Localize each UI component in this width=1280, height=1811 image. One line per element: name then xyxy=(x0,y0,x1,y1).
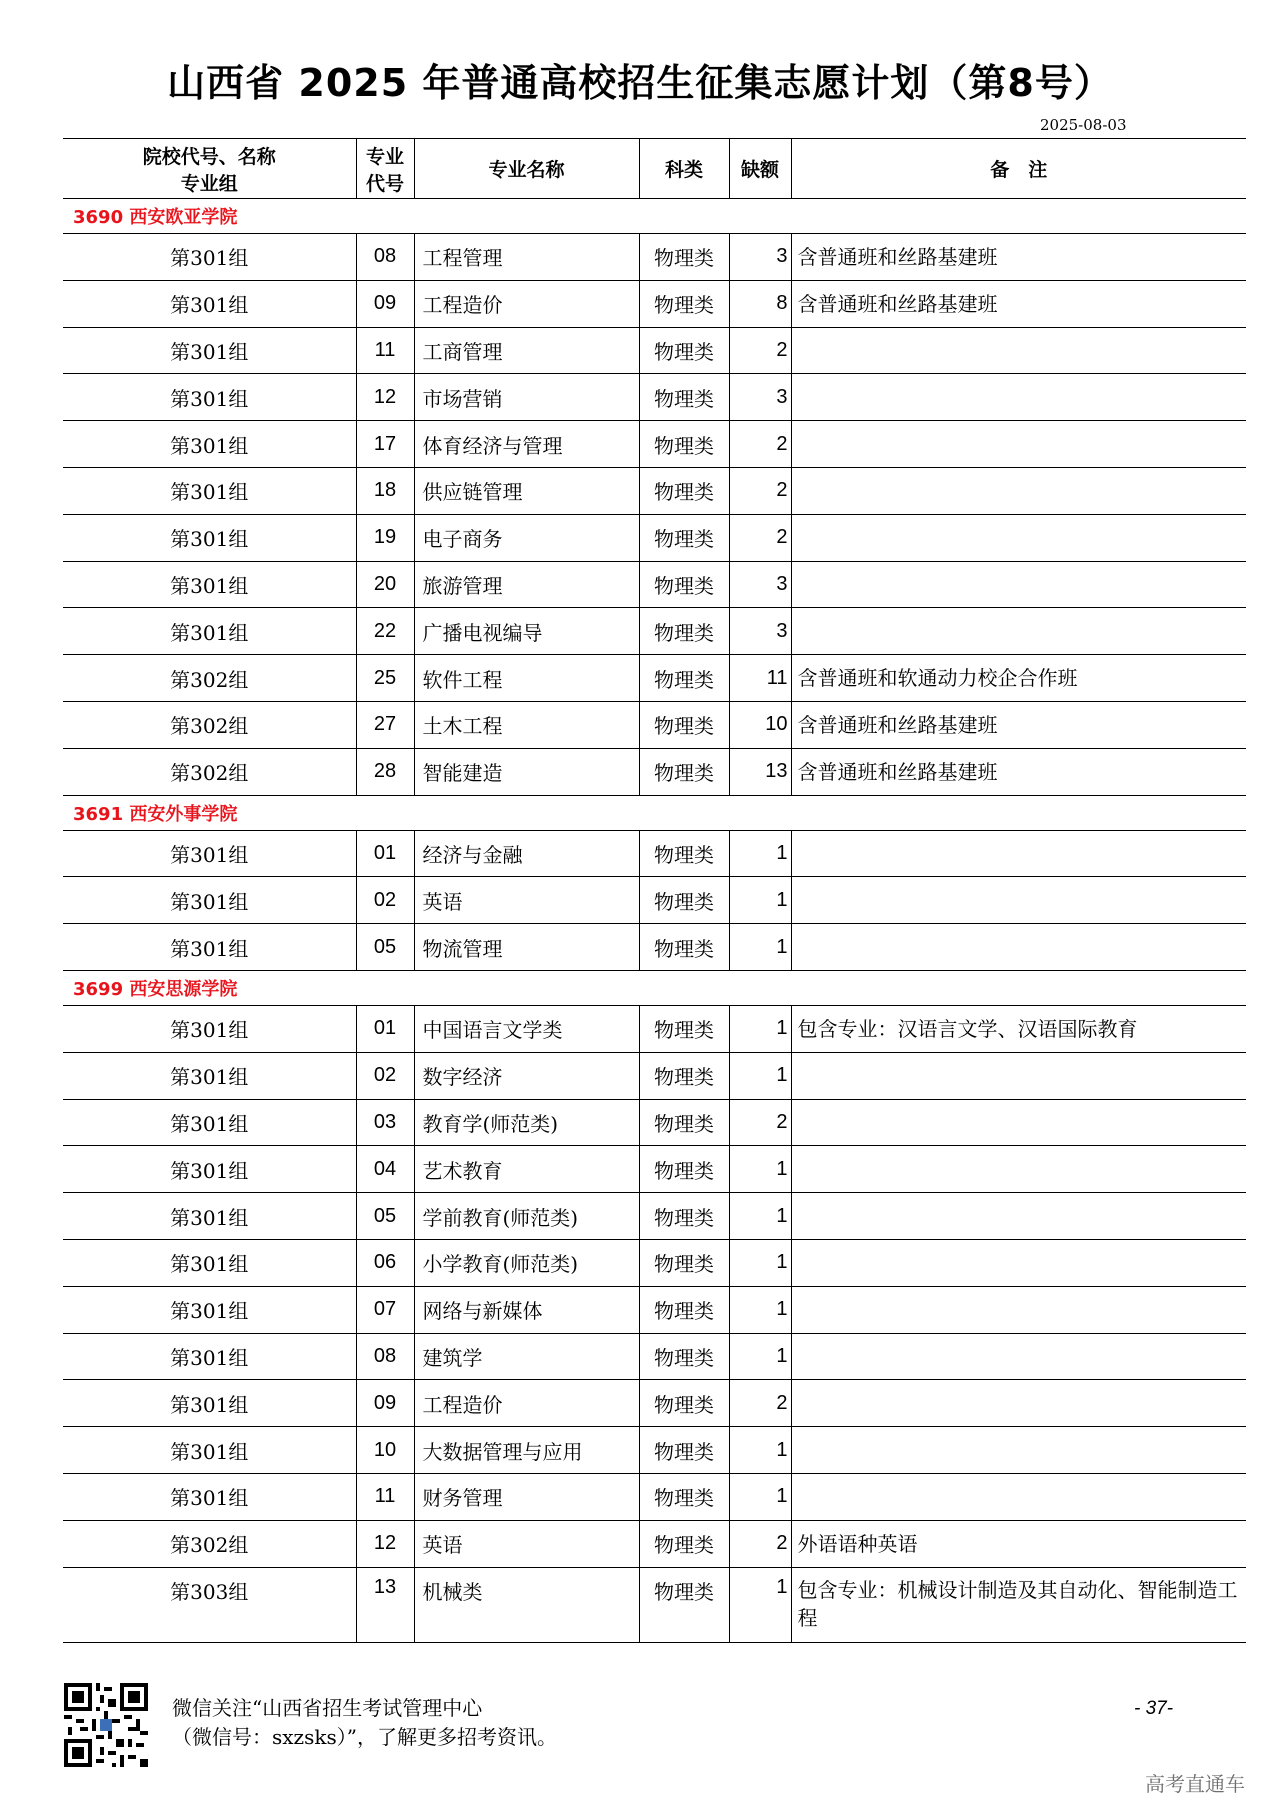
subject-cell: 物理类 xyxy=(639,1146,729,1193)
note-cell: 外语语种英语 xyxy=(791,1520,1246,1567)
table-row xyxy=(63,1052,1246,1099)
major-cell: 广播电视编导 xyxy=(414,608,639,655)
subject-cell: 物理类 xyxy=(639,421,729,468)
group-cell: 第301组 xyxy=(63,608,356,655)
subject-cell: 物理类 xyxy=(639,467,729,514)
quota-cell: 2 xyxy=(729,514,791,561)
group-cell: 第301组 xyxy=(63,327,356,374)
group-cell: 第301组 xyxy=(63,561,356,608)
quota-cell: 1 xyxy=(729,1052,791,1099)
note-cell xyxy=(791,1146,1246,1193)
code-cell: 13 xyxy=(356,1567,414,1642)
major-cell: 体育经济与管理 xyxy=(414,421,639,468)
major-cell: 经济与金融 xyxy=(414,830,639,877)
quota-cell: 1 xyxy=(729,877,791,924)
note-cell xyxy=(791,1427,1246,1474)
code-cell: 08 xyxy=(356,234,414,281)
major-cell: 土木工程 xyxy=(414,701,639,748)
publish-date: 2025-08-03 xyxy=(1040,116,1127,134)
group-cell: 第301组 xyxy=(63,421,356,468)
table-row xyxy=(63,467,1246,514)
table-row xyxy=(63,561,1246,608)
table-row xyxy=(63,234,1246,281)
group-cell: 第301组 xyxy=(63,1427,356,1474)
code-cell: 11 xyxy=(356,327,414,374)
school-title: 3691 西安外事学院 xyxy=(63,795,1246,830)
code-cell: 20 xyxy=(356,561,414,608)
note-cell xyxy=(791,924,1246,971)
code-cell: 12 xyxy=(356,374,414,421)
group-cell: 第302组 xyxy=(63,655,356,702)
code-cell: 08 xyxy=(356,1333,414,1380)
major-cell: 旅游管理 xyxy=(414,561,639,608)
table-row xyxy=(63,1520,1246,1567)
code-cell: 01 xyxy=(356,830,414,877)
group-cell: 第301组 xyxy=(63,877,356,924)
subject-cell: 物理类 xyxy=(639,1427,729,1474)
subject-cell: 物理类 xyxy=(639,748,729,795)
quota-cell: 2 xyxy=(729,1099,791,1146)
note-cell xyxy=(791,1099,1246,1146)
code-cell: 11 xyxy=(356,1473,414,1520)
major-cell: 机械类 xyxy=(414,1567,639,1642)
major-cell: 中国语言文学类 xyxy=(414,1005,639,1052)
group-cell: 第301组 xyxy=(63,234,356,281)
table-body xyxy=(63,199,1246,1643)
note-cell: 含普通班和丝路基建班 xyxy=(791,280,1246,327)
note-cell xyxy=(791,327,1246,374)
subject-cell: 物理类 xyxy=(639,1099,729,1146)
note-cell xyxy=(791,467,1246,514)
quota-cell: 1 xyxy=(729,1146,791,1193)
table-row xyxy=(63,514,1246,561)
quota-cell: 1 xyxy=(729,1473,791,1520)
subject-cell: 物理类 xyxy=(639,1193,729,1240)
table-row xyxy=(63,1005,1246,1052)
subject-cell: 物理类 xyxy=(639,877,729,924)
qr-code-icon xyxy=(64,1683,148,1767)
note-cell xyxy=(791,514,1246,561)
table-row xyxy=(63,421,1246,468)
group-cell: 第301组 xyxy=(63,280,356,327)
major-cell: 工程造价 xyxy=(414,280,639,327)
quota-cell: 1 xyxy=(729,1567,791,1642)
code-cell: 27 xyxy=(356,701,414,748)
subject-cell: 物理类 xyxy=(639,1286,729,1333)
code-cell: 06 xyxy=(356,1239,414,1286)
note-cell xyxy=(791,1473,1246,1520)
table-row xyxy=(63,877,1246,924)
table-row xyxy=(63,655,1246,702)
note-cell xyxy=(791,608,1246,655)
subject-cell: 物理类 xyxy=(639,1473,729,1520)
code-cell: 07 xyxy=(356,1286,414,1333)
group-cell: 第301组 xyxy=(63,467,356,514)
quota-cell: 1 xyxy=(729,1239,791,1286)
note-cell: 含普通班和丝路基建班 xyxy=(791,748,1246,795)
quota-cell: 1 xyxy=(729,1427,791,1474)
major-cell: 物流管理 xyxy=(414,924,639,971)
subject-cell: 物理类 xyxy=(639,561,729,608)
code-cell: 09 xyxy=(356,280,414,327)
major-cell: 工商管理 xyxy=(414,327,639,374)
subject-cell: 物理类 xyxy=(639,1567,729,1642)
subject-cell: 物理类 xyxy=(639,1005,729,1052)
group-cell: 第301组 xyxy=(63,830,356,877)
major-cell: 教育学(师范类) xyxy=(414,1099,639,1146)
quota-cell: 3 xyxy=(729,234,791,281)
quota-cell: 8 xyxy=(729,280,791,327)
quota-cell: 13 xyxy=(729,748,791,795)
code-cell: 12 xyxy=(356,1520,414,1567)
subject-cell: 物理类 xyxy=(639,1520,729,1567)
code-cell: 22 xyxy=(356,608,414,655)
group-cell: 第303组 xyxy=(63,1567,356,1642)
quota-cell: 2 xyxy=(729,467,791,514)
code-cell: 10 xyxy=(356,1427,414,1474)
note-cell xyxy=(791,877,1246,924)
note-cell xyxy=(791,830,1246,877)
quota-cell: 3 xyxy=(729,608,791,655)
header-note: 备 注 xyxy=(791,139,1246,199)
group-cell: 第302组 xyxy=(63,701,356,748)
subject-cell: 物理类 xyxy=(639,608,729,655)
group-cell: 第301组 xyxy=(63,924,356,971)
table-row xyxy=(63,924,1246,971)
group-cell: 第301组 xyxy=(63,1099,356,1146)
code-cell: 02 xyxy=(356,1052,414,1099)
group-cell: 第301组 xyxy=(63,1005,356,1052)
note-cell xyxy=(791,374,1246,421)
group-cell: 第301组 xyxy=(63,1333,356,1380)
section-row xyxy=(63,795,1246,830)
code-cell: 03 xyxy=(356,1099,414,1146)
group-cell: 第301组 xyxy=(63,1052,356,1099)
header-school-line2: 专业组 xyxy=(180,172,238,195)
quota-cell: 1 xyxy=(729,1193,791,1240)
subject-cell: 物理类 xyxy=(639,327,729,374)
major-cell: 英语 xyxy=(414,877,639,924)
major-cell: 软件工程 xyxy=(414,655,639,702)
header-school xyxy=(63,139,356,199)
note-cell: 包含专业：机械设计制造及其自动化、智能制造工程 xyxy=(791,1567,1246,1642)
major-cell: 艺术教育 xyxy=(414,1146,639,1193)
major-cell: 工程造价 xyxy=(414,1380,639,1427)
footer-wechat-note xyxy=(172,1694,557,1752)
subject-cell: 物理类 xyxy=(639,830,729,877)
major-cell: 学前教育(师范类) xyxy=(414,1193,639,1240)
page-title: 山西省 2025 年普通高校招生征集志愿计划（第8号） xyxy=(167,61,1113,105)
code-cell: 17 xyxy=(356,421,414,468)
major-cell: 工程管理 xyxy=(414,234,639,281)
quota-cell: 1 xyxy=(729,924,791,971)
footer-line1: 微信关注“山西省招生考试管理中心 xyxy=(172,1696,483,1720)
subject-cell: 物理类 xyxy=(639,924,729,971)
table-row xyxy=(63,1286,1246,1333)
subject-cell: 物理类 xyxy=(639,1380,729,1427)
subject-cell: 物理类 xyxy=(639,701,729,748)
note-cell: 含普通班和丝路基建班 xyxy=(791,234,1246,281)
note-cell xyxy=(791,1286,1246,1333)
table-row xyxy=(63,1146,1246,1193)
subject-cell: 物理类 xyxy=(639,280,729,327)
note-cell xyxy=(791,1052,1246,1099)
subject-cell: 物理类 xyxy=(639,1239,729,1286)
table-row xyxy=(63,1473,1246,1520)
subject-cell: 物理类 xyxy=(639,655,729,702)
table-header-row xyxy=(63,139,1246,199)
code-cell: 25 xyxy=(356,655,414,702)
table-row xyxy=(63,748,1246,795)
group-cell: 第301组 xyxy=(63,1239,356,1286)
major-cell: 供应链管理 xyxy=(414,467,639,514)
code-cell: 05 xyxy=(356,1193,414,1240)
plan-table xyxy=(63,138,1246,1643)
code-cell: 09 xyxy=(356,1380,414,1427)
section-row xyxy=(63,970,1246,1005)
code-cell: 02 xyxy=(356,877,414,924)
major-cell: 电子商务 xyxy=(414,514,639,561)
table-row xyxy=(63,1193,1246,1240)
subject-cell: 物理类 xyxy=(639,514,729,561)
major-cell: 大数据管理与应用 xyxy=(414,1427,639,1474)
page-number: - 37- xyxy=(1134,1698,1174,1719)
header-quota: 缺额 xyxy=(729,139,791,199)
subject-cell: 物理类 xyxy=(639,374,729,421)
table-row xyxy=(63,1333,1246,1380)
quota-cell: 1 xyxy=(729,830,791,877)
group-cell: 第301组 xyxy=(63,1473,356,1520)
header-code xyxy=(356,139,414,199)
code-cell: 28 xyxy=(356,748,414,795)
subject-cell: 物理类 xyxy=(639,1052,729,1099)
school-title: 3699 西安思源学院 xyxy=(63,970,1246,1005)
quota-cell: 1 xyxy=(729,1005,791,1052)
quota-cell: 10 xyxy=(729,701,791,748)
quota-cell: 2 xyxy=(729,1380,791,1427)
major-cell: 财务管理 xyxy=(414,1473,639,1520)
table-row xyxy=(63,1239,1246,1286)
footer-line2: （微信号：sxzsks）”，了解更多招考资讯。 xyxy=(172,1725,557,1749)
quota-cell: 1 xyxy=(729,1333,791,1380)
note-cell xyxy=(791,1380,1246,1427)
major-cell: 市场营销 xyxy=(414,374,639,421)
code-cell: 18 xyxy=(356,467,414,514)
group-cell: 第301组 xyxy=(63,1380,356,1427)
header-subject: 科类 xyxy=(639,139,729,199)
watermark-text: 高考直通车 xyxy=(1145,1772,1245,1796)
quota-cell: 3 xyxy=(729,561,791,608)
quota-cell: 2 xyxy=(729,327,791,374)
quota-cell: 2 xyxy=(729,1520,791,1567)
note-cell: 含普通班和软通动力校企合作班 xyxy=(791,655,1246,702)
group-cell: 第301组 xyxy=(63,514,356,561)
quota-cell: 11 xyxy=(729,655,791,702)
group-cell: 第301组 xyxy=(63,1146,356,1193)
table-row xyxy=(63,1380,1246,1427)
quota-cell: 1 xyxy=(729,1286,791,1333)
note-cell xyxy=(791,1193,1246,1240)
table-row xyxy=(63,1567,1246,1642)
group-cell: 第301组 xyxy=(63,374,356,421)
quota-cell: 2 xyxy=(729,421,791,468)
table-row xyxy=(63,701,1246,748)
note-cell xyxy=(791,1239,1246,1286)
section-row xyxy=(63,199,1246,234)
header-major: 专业名称 xyxy=(414,139,639,199)
code-cell: 04 xyxy=(356,1146,414,1193)
header-school-line1: 院校代号、名称 xyxy=(142,145,276,168)
code-cell: 01 xyxy=(356,1005,414,1052)
code-cell: 19 xyxy=(356,514,414,561)
note-cell: 含普通班和丝路基建班 xyxy=(791,701,1246,748)
table-row xyxy=(63,280,1246,327)
major-cell: 建筑学 xyxy=(414,1333,639,1380)
note-cell xyxy=(791,1333,1246,1380)
major-cell: 智能建造 xyxy=(414,748,639,795)
school-title: 3690 西安欧亚学院 xyxy=(63,199,1246,234)
table-row xyxy=(63,1427,1246,1474)
table-row xyxy=(63,830,1246,877)
major-cell: 网络与新媒体 xyxy=(414,1286,639,1333)
header-code-line2: 代号 xyxy=(365,172,404,195)
table-row xyxy=(63,1099,1246,1146)
table-row xyxy=(63,374,1246,421)
group-cell: 第301组 xyxy=(63,1286,356,1333)
group-cell: 第301组 xyxy=(63,1193,356,1240)
group-cell: 第302组 xyxy=(63,1520,356,1567)
subject-cell: 物理类 xyxy=(639,1333,729,1380)
note-cell xyxy=(791,561,1246,608)
table-row xyxy=(63,608,1246,655)
header-code-line1: 专业 xyxy=(365,145,404,168)
subject-cell: 物理类 xyxy=(639,234,729,281)
major-cell: 英语 xyxy=(414,1520,639,1567)
table-row xyxy=(63,327,1246,374)
group-cell: 第302组 xyxy=(63,748,356,795)
note-cell: 包含专业：汉语言文学、汉语国际教育 xyxy=(791,1005,1246,1052)
major-cell: 数字经济 xyxy=(414,1052,639,1099)
major-cell: 小学教育(师范类) xyxy=(414,1239,639,1286)
note-cell xyxy=(791,421,1246,468)
code-cell: 05 xyxy=(356,924,414,971)
quota-cell: 3 xyxy=(729,374,791,421)
